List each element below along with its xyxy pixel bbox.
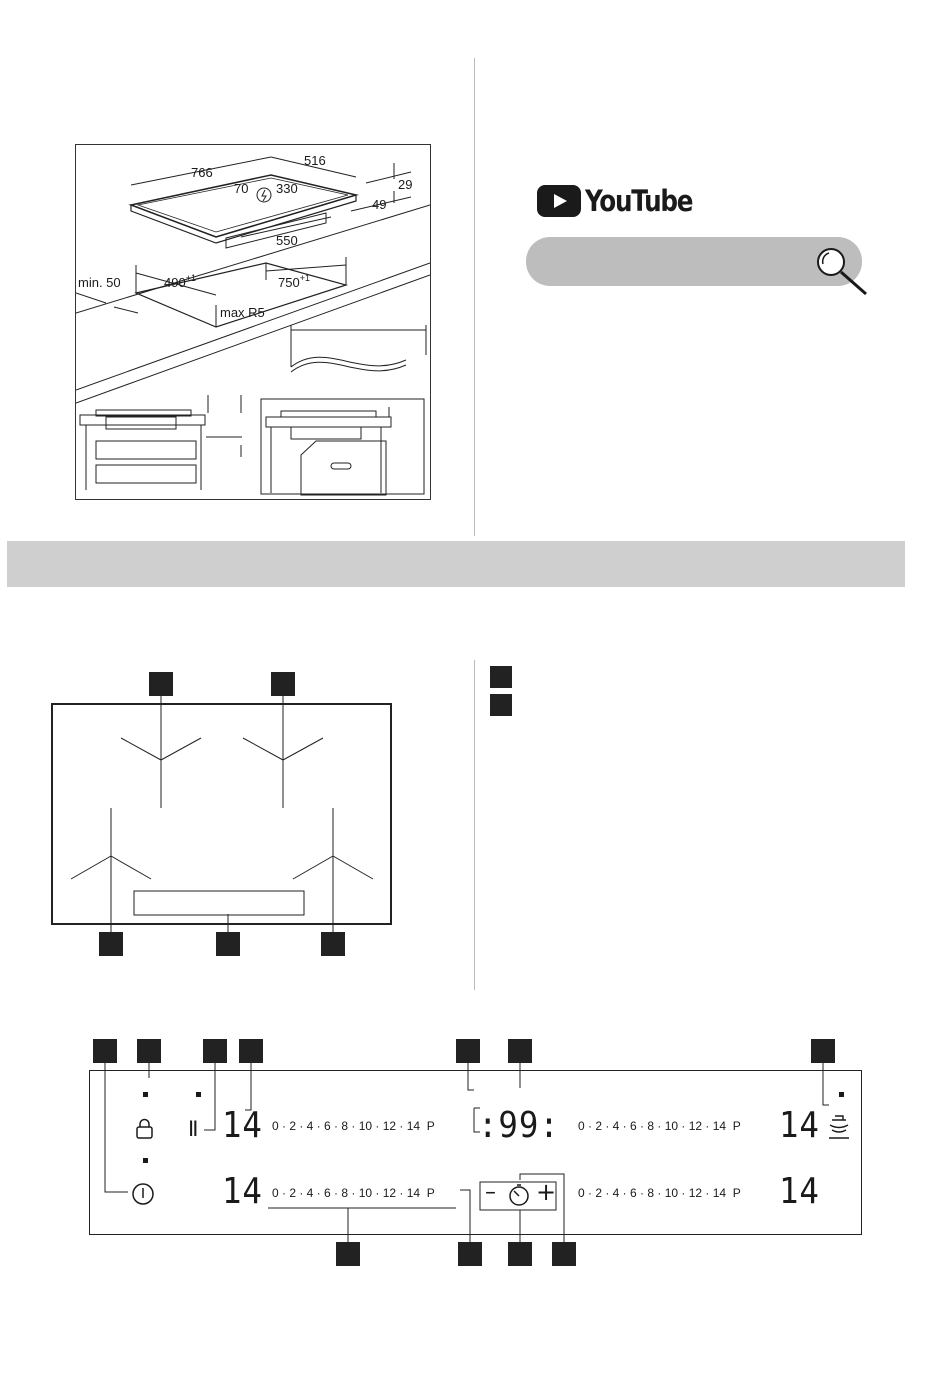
section-header-band xyxy=(7,541,905,587)
dim-750: $750^{+1}$ xyxy=(278,273,310,290)
dim-max-r5: max R5 xyxy=(220,305,265,320)
column-divider-top xyxy=(474,58,475,536)
marker-zone-bottom-right xyxy=(321,932,345,956)
zone-display-rear-right: 14 xyxy=(779,1171,820,1212)
power-icon[interactable] xyxy=(130,1181,156,1207)
control-bar-front-right[interactable]: 0 · 2 · 4 · 6 · 8 · 10 · 12 · 14 P xyxy=(578,1119,741,1133)
marker-zone-front-left-top xyxy=(149,672,173,696)
youtube-logo-text: YouTube xyxy=(585,184,693,218)
marker-zone-bottom-left xyxy=(99,932,123,956)
timer-display: :99: xyxy=(478,1105,560,1146)
installation-diagram-svg xyxy=(76,145,430,499)
zone-display-front-left: 14 xyxy=(222,1105,263,1146)
dim-490: $490^{+1}$ xyxy=(164,273,196,290)
hob-zones-svg xyxy=(40,670,410,970)
timer-plus-button[interactable]: + xyxy=(536,1178,557,1206)
control-panel-leaders xyxy=(0,1030,950,1270)
youtube-logo xyxy=(537,184,711,218)
indicator-dot-pause xyxy=(196,1092,201,1097)
installation-drawing xyxy=(75,144,431,500)
magnifier-icon[interactable] xyxy=(810,242,870,298)
lock-icon[interactable] xyxy=(134,1118,156,1140)
indicator-dot-lock xyxy=(143,1092,148,1097)
dim-min50: min. 50 xyxy=(78,275,121,290)
zone-display-rear-left: 14 xyxy=(222,1171,263,1212)
marker-control-panel xyxy=(216,932,240,956)
dim-70: 70 xyxy=(234,181,249,196)
dim-29: 29 xyxy=(398,177,413,192)
timer-minus-button[interactable]: – xyxy=(485,1180,496,1205)
legend-marker-2 xyxy=(490,694,512,716)
youtube-play-icon xyxy=(537,185,581,217)
hob-to-hood-icon[interactable] xyxy=(826,1114,852,1142)
dim-49: 49 xyxy=(372,197,387,212)
control-bar-rear-right[interactable]: 0 · 2 · 4 · 6 · 8 · 10 · 12 · 14 P xyxy=(578,1186,741,1200)
dim-766: 766 xyxy=(191,165,213,180)
zone-display-front-right: 14 xyxy=(779,1105,820,1146)
column-divider-middle xyxy=(474,660,475,990)
dim-516: 516 xyxy=(304,153,326,168)
legend-marker-1 xyxy=(490,666,512,688)
control-bar-front-left[interactable]: 0 · 2 · 4 · 6 · 8 · 10 · 12 · 14 P xyxy=(272,1119,435,1133)
marker-zone-top-right xyxy=(271,672,295,696)
pause-button[interactable]: II xyxy=(188,1117,197,1141)
indicator-dot-hood xyxy=(839,1092,844,1097)
timer-icon[interactable] xyxy=(507,1183,531,1207)
control-bar-rear-left[interactable]: 0 · 2 · 4 · 6 · 8 · 10 · 12 · 14 P xyxy=(272,1186,435,1200)
dim-550: 550 xyxy=(276,233,298,248)
indicator-dot-onoff xyxy=(143,1158,148,1163)
dim-330: 330 xyxy=(276,181,298,196)
